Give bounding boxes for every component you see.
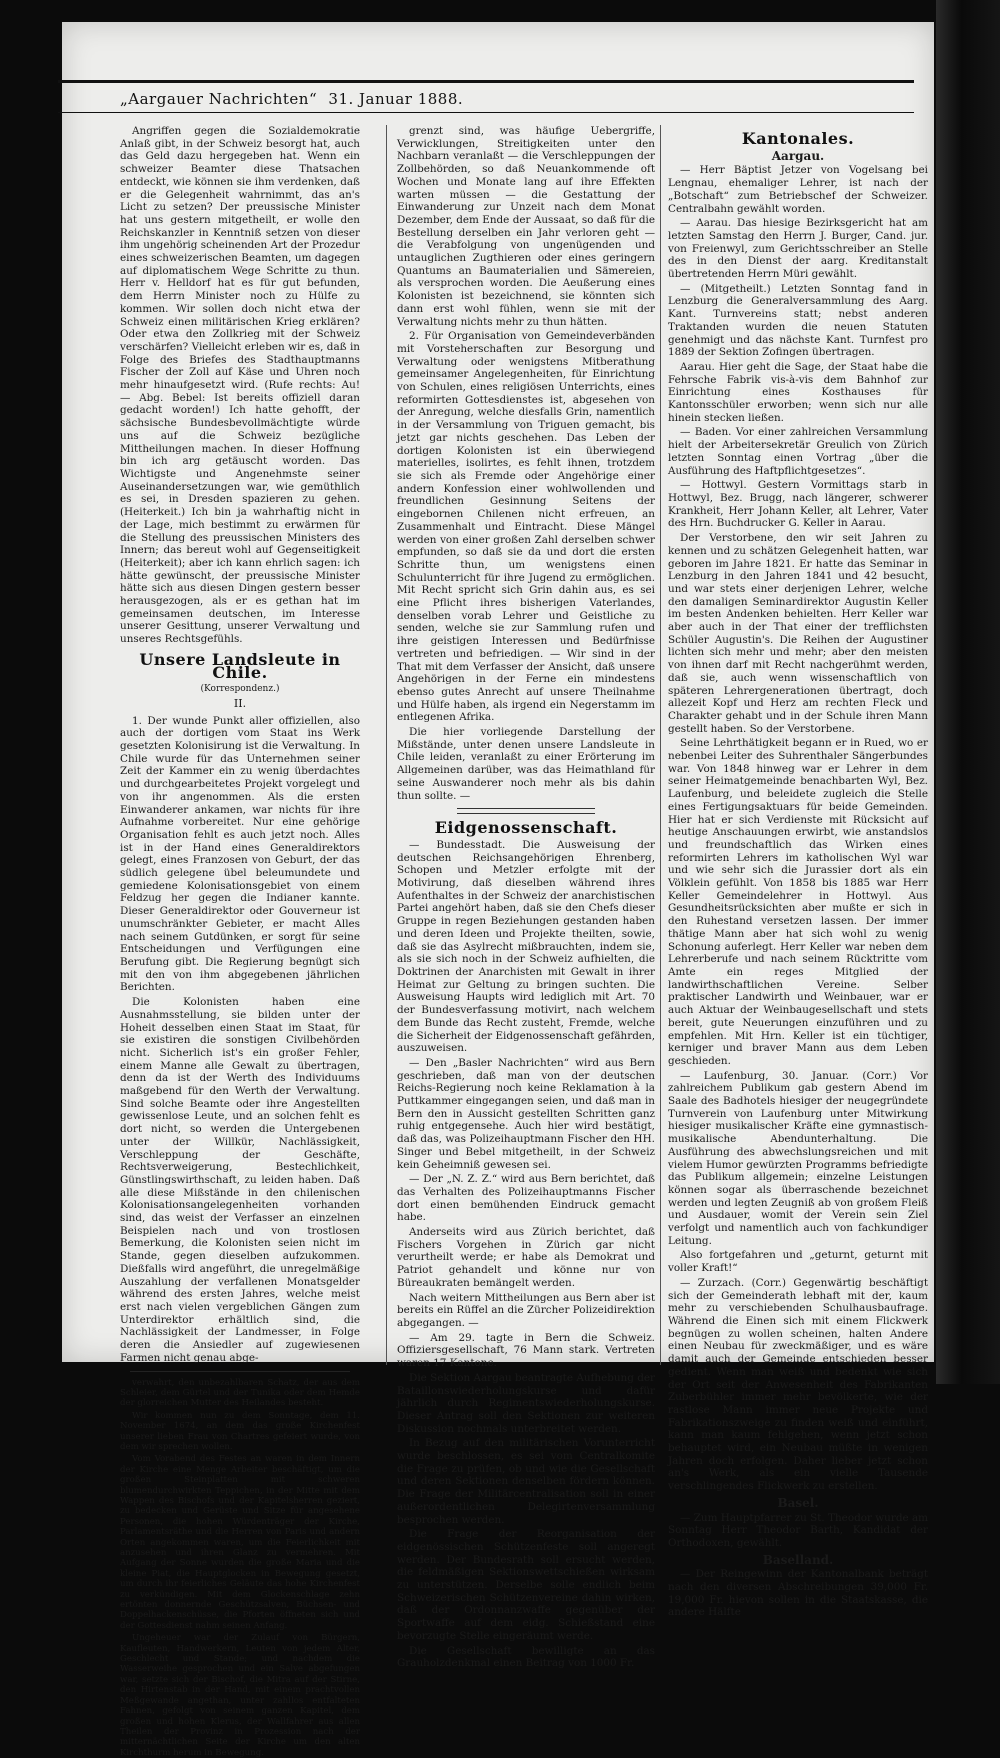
chile-article-continued xyxy=(397,125,655,802)
aargau-heading: Aargau. xyxy=(668,150,928,163)
paragraph: Die Gesellschaft bewilligte an das Grauholzdenkmal einen Beitrag von 1000 Fr. xyxy=(397,1645,655,1670)
basel-heading: Basel. xyxy=(668,1497,928,1510)
feuilleton-rule xyxy=(130,1371,350,1372)
paragraph: — Der „N. Z. Z.“ wird aus Bern berichtet, daß das Verhalten des Polizeihauptmanns Fischer dort einen bemühenden Eindruck gemacht habe. xyxy=(397,1173,655,1224)
paragraph: — (Mitgetheilt.) Letzten Sonntag fand in Lenzburg die Generalversammlung des Aarg. Kant. Turnvereins statt; nebst anderen Traktanden wurden die neuen Statuten genehmigt und das nächste Kant. Turnfest pro 1889 der Sektion Zofingen übertragen. xyxy=(668,283,928,359)
paragraph: — Laufenburg, 30. Januar. (Corr.) Vor zahlreichem Publikum gab gestern Abend im Saale des Badhotels hiesiger der neugegründete Turnverein von Laufenburg unter Mitwirkung hiesiger musikalischer Kräfte eine gymnastisch-musikalische Abendunterhaltung. Die Ausführung des abwechslungsreichen und mit vielem Humor gewürzten Programms befriedigte das Publikum allgemein; einzelne Leistungen können sogar als überraschende bezeichnet werden und legten Zeugniß ab von großem Fleiß und Ausdauer, womit der Verein sein Ziel verfolgt und namentlich auch von fachkundiger Leitung. xyxy=(668,1070,928,1248)
column-2 xyxy=(397,125,655,1365)
paragraph: — Baden. Vor einer zahlreichen Versammlung hielt der Arbeitersekretär Greulich von Zürich letzten Sonntag einen Vortrag „über die Ausführung des Haftpflichtgesetzes“. xyxy=(668,426,928,477)
column-3 xyxy=(668,125,928,1365)
chile-heading: Unsere Landsleute in Chile. xyxy=(120,654,360,679)
chile-part-number: II. xyxy=(120,698,360,711)
paragraph: Der Verstorbene, den wir seit Jahren zu kennen und zu schätzen Gelegenheit hatten, war geboren im Jahre 1821. Er hatte das Seminar in Lenzburg in den Jahren 1841 und 42 besucht, und war stets einer derjenigen Lehrer, welche den damaligen Seminardirektor Augustin Keller im besten Andenken behielten. Herr Keller war aber auch in der That einer der trefflichsten Schüler Augustin's. Die Reihen der Augustiner lichten sich mehr und mehr; aber den meisten von ihnen darf mit Recht nachgerühmt werden, daß sie, auch wenn wissenschaftlich von späteren Lehrergenerationen übertragt, doch allezeit Kopf und Herz am rechten Fleck und Charakter gehabt und in der Schule ihren Mann gestellt haben. So der Verstorbene. xyxy=(668,532,928,735)
book-spine xyxy=(936,0,1000,1384)
paragraph: — Hottwyl. Gestern Vormittags starb in Hottwyl, Bez. Brugg, nach längerer, schwerer Krankheit, Herr Johann Keller, alt Lehrer, Vater des Hrn. Buchdrucker G. Keller in Aarau. xyxy=(668,479,928,530)
eidgenossenschaft-article xyxy=(397,839,655,1670)
paragraph: Angriffen gegen die Sozialdemokratie Anlaß gibt, in der Schweiz besorgt hat, auch das Geld dazu hergegeben hat. Wenn ein schweizer Beamter diese Thatsachen entdeckt, wie können sie ihm verdenken, daß er die Gelegenheit wahrnimmt, das an's Licht zu setzen? Der preussische Minister hat uns gestern mitgetheilt, er wolle den Reichskanzler in Kenntniß setzen von dieser ihm ungehörig scheinenden Art der Prozedur eines schweizerischen Beamten, um dagegen auf diplomatischem Wege Schritte zu thun. Herr v. Helldorf hat es für gut befunden, dem Herrn Minister noch zu Hülfe zu kommen. Wir sollen doch nicht etwa der Schweiz einen militärischen Krieg erklären? Oder etwa den Zollkrieg mit der Schweiz verschärfen? Vielleicht erleben wir es, daß in Folge des Briefes des Stadthauptmanns Fischer der Zoll auf Käse und Uhren noch mehr hinaufgesetzt wird. (Rufe rechts: Au! — Abg. Bebel: Ist bereits offiziell daran gedacht worden!) Ich hatte gehofft, der sächsische Bundesbevollmächtigte würde uns auf die Schweiz bezügliche Mittheilungen machen. In dieser Hoffnung bin ich arg getäuscht worden. Das Wichtigste und Angenehmste seiner Auseinandersetzungen war, wie gemüthlich es sei, in Dresden spazieren zu gehen. (Heiterkeit.) Ich bin ja wahrhaftig nicht in der Lage, mich bestimmt zu erwärmen für die Stellung des preussischen Ministers des Innern; das bereut wohl auf Gegenseitigkeit (Heiterkeit); aber ich kann ehrlich sagen: ich hätte gewünscht, der preussische Minister hätte sich aus diesen Dingen gestern besser herausgezogen, als er es gethan hat im gemeinsamen deutschen, im Interesse unserer Gesittung, unserer Verwaltung und unseres Rechtsgefühls. xyxy=(120,125,360,646)
column-separator-1 xyxy=(386,125,387,1365)
paragraph: Seine Lehrthätigkeit begann er in Rued, wo er nebenbei Leiter des Suhrenthaler Sängerbundes war. Von 1848 hinweg war er Lehrer in dem seiner Heimatgemeinde benachbarten Wyl, Bez. Laufenburg, und beleidete zugleich die Stelle eines Fertigungsaktuars für beide Gemeinden. Hier hat er sich Verdienste mit Rücksicht auf heutige Anschauungen erwirbt, wie anstandslos und freundschaftlich das Wirken eines reformirten Lehrers im katholischen Wyl war und wie sehr sich die Jurassier dort als ein Völklein gefühlt. Von 1858 bis 1885 war Herr Keller Gemeindelehrer in Hottwyl. Aus Gesundheitsrücksichten aber mußte er sich in den Ruhestand versetzen lassen. Der immer thätige Mann aber hat sich wohl zu wenig Schonung auferlegt. Herr Keller war neben dem Lehrerberufe und nach seinem Rücktritte vom Amte ein reges Mitglied der landwirthschaftlichen Vereine. Selber praktischer Landwirth und Weinbauer, war er auch Aktuar der Weinbaugesellschaft und stets bereit, gute Neuerungen einzuführen und zu empfehlen. Mit Hrn. Keller ist ein tüchtiger, kerniger und braver Mann aus dem Leben geschieden. xyxy=(668,737,928,1067)
feuilleton-text xyxy=(120,1378,360,1758)
column-1 xyxy=(120,125,360,1365)
paragraph: — Bundesstadt. Die Ausweisung der deutschen Reichsangehörigen Ehrenberg, Schopen und Metzler erfolgte mit der Motivirung, daß dieselben während ihres Aufenthaltes in der Schweiz der anarchistischen Partei angehört haben, daß sie den Chefs dieser Gruppe in regen Beziehungen gestanden haben und deren Ideen und Projekte theilten, sowie, daß sie das Asylrecht mißbrauchten, indem sie, als sie sich noch in der Schweiz aufhielten, die Doktrinen der Anarchisten mit Gewalt in ihrer Heimat zur Geltung zu bringen suchten. Die Ausweisung Haupts wird lediglich mit Art. 70 der Bundesverfassung motivirt, nach welchem dem Bunde das Recht zusteht, Fremde, welche die Sicherheit der Eidgenossenschaft gefährden, auszuweisen. xyxy=(397,839,655,1055)
paragraph: — Aarau. Das hiesige Bezirksgericht hat am letzten Samstag den Herrn J. Burger, Cand. jur. von Freienwyl, zum Gerichtsschreiber an Stelle des in den Dienst der aarg. Kreditanstalt übertretenden Herrn Müri gewählt. xyxy=(668,217,928,281)
paragraph: Die Sektion Aargau beantragte Aufhebung der Bataillonswiederholungskurse und dafür jährlich durch Regimentswiederholungskurse. Dieser Antrag soll den Sektionen zur weiteren Diskussion nochmals unterbreitet werden. xyxy=(397,1372,655,1436)
paragraph: — Herr Bäptist Jetzer von Vogelsang bei Lengnau, ehemaliger Lehrer, ist nach der „Botschaft“ zum Betriebschef der Schweizer. Centralbahn gewählt worden. xyxy=(668,164,928,215)
paragraph: — Zurzach. (Corr.) Gegenwärtig beschäftigt sich der Gemeinderath lebhaft mit der, kaum mehr zu verschiebenden Schulhausbaufrage. Während die Einen sich mit einem Flickwerk begnügen zu wollen scheinen, halten Andere einen Neubau für zweckmäßiger, und es wäre damit auch der Gemeinde entschieden besser gedient. Wenn man weiß und bedenkt wie sich der Ort seit der Anwesenheit des Fabrikanten Zuberbühler immer mehr bevölkerte, wie der rastlose Mann immer neue Projekte und Fabrikationszweige zu finden weiß und einführt, kann man kaum fehlgehen, wenn jetzt schon behauptet wird, ein Neubau müßte in wenigen Jahren doch erfolgen. Daher lieber jetzt schon an's Werk, als ein vielle Tausende verschlingendes Flickwerk zu erstellen. xyxy=(668,1277,928,1493)
politics-article xyxy=(120,125,360,646)
paragraph: — Den „Basler Nachrichten“ wird aus Bern geschrieben, daß man von der deutschen Reichs-Regierung noch keine Reklamation à la Puttkammer eingegangen seien, und daß man in Bern den in Aussicht gestellten Schritten ganz ruhig entgegensehe. Auch hier wird bestätigt, daß das, was Polizeihauptmann Fischer den HH. Singer und Bebel mitgetheilt, in der Schweiz kein Geheimniß gewesen sei. xyxy=(397,1057,655,1171)
paragraph: Wir kommen nun zu dem Sonntage, dem 11. November 1674, an dem das große Kirchenfest unserer lieben Frau von Chartres gefeiert wurde, von dem wir sprechen wollen. xyxy=(120,1411,360,1453)
column-separator-2 xyxy=(660,125,661,1365)
baselland-news xyxy=(668,1568,928,1619)
basel-news xyxy=(668,1512,928,1550)
paragraph: Die Frage der Reorganisation der eidgenössischen Schützenfeste soll angeregt werden. Der Bundesrath soll ersucht werden, die feldmäßigen Sektionswettschießen wirksam zu unterstützen. Derselbe solle endlich beim Schweizerischen Schützenvereine dahin wirken, daß der Ordonnanzwaffe gegenüber der Sportwaffe auf dem eidg. Schießstand eine bevorzugte Stelle eingeräumt werde. xyxy=(397,1528,655,1642)
paragraph: 1. Der wunde Punkt aller offiziellen, also auch der dortigen vom Staat ins Werk gesetzten Kolonisirung ist die Verwaltung. In Chile wurde für das Unternehmen seiner Zeit der Kammer ein zu wenig überdachtes und durchgearbeitetes Projekt vorgelegt und von ihr angenommen. Als die ersten Einwanderer ankamen, war nichts für ihre Aufnahme vorbereitet. Nur eine gehörige Organisation fehlt es auch jetzt noch. Alles ist in der Hand eines Generaldirektors gelegt, eines Franzosen von Geburt, der das südlich gelegene übel beleumundete und gemiedene Kolonisationsgebiet von einem Feldzug her gegen die Indianer kannte. Dieser Generaldirektor oder Gouverneur ist unumschränkter Gebieter, er macht Alles nach seinem Gutdünken, er sorgt für seine Entscheidungen und Verfügungen eine Berufung gibt. Die Regierung begnügt sich mit den von ihm abgegebenen jährlichen Berichten. xyxy=(120,715,360,994)
paragraph: — Am 29. tagte in Bern die Schweiz. Offiziersgesellschaft, 76 Mann stark. Vertreten waren 17 Kantone. xyxy=(397,1332,655,1370)
eidgenossenschaft-heading: Eidgenossenschaft. xyxy=(397,822,655,835)
paragraph: Die Kolonisten haben eine Ausnahmsstellung, sie bilden unter der Hoheit desselben einen Staat im Staat, für sie existiren die sonstigen Civilbehörden nicht. Sicherlich ist's ein großer Fehler, einem Manne alle Gewalt zu übertragen, denn da ist der Werth des Individuums maßgebend für den Werth der Verwaltung. Sind solche Beamte oder ihre Angestellten gewissenlose Leute, und an solchen fehlt es dort nicht, so werden die Untergebenen unter der Willkür, Nachlässigkeit, Verschleppung der Geschäfte, Rechtsverweigerung, Bestechlichkeit, Günstlingswirthschaft, zu leiden haben. Daß alle diese Mißstände in den chilenischen Kolonisationsangelegenheiten vorhanden sind, das weist der Verfasser an einzelnen Beispielen nach und von trostlosen Bemerkung, die Kolonisten seien nicht im Stande, gegen dieselben aufzukommen. Dießfalls wird angeführt, die unregelmäßige Auszahlung der verfallenen Monatsgelder während des ersten Jahres, welche meist erst nach vielen vergeblichen Gängen zum Unterdirektor erhältlich sind, die Nachlässigkeit der Landmesser, in Folge deren die Ansiedler auf zugewiesenen Farmen nicht genau abge- xyxy=(120,996,360,1364)
header-rule-top xyxy=(58,80,914,83)
paragraph: In Bezug auf den militärischen Vorunterricht wurde beschlossen, es sei vom Centralkomite die Frage zu prüfen, ob und wie die Gesellschaft und deren Sektionen denselben fördern können. Die Frage der Militärcentralisation soll in einer außerordentlichen Delegirtenversammlung besprochen werden. xyxy=(397,1437,655,1526)
paper-name: „Aargauer Nachrichten“ xyxy=(120,90,317,108)
paragraph: grenzt sind, was häufige Uebergriffe, Verwicklungen, Streitigkeiten unter den Nachbarn veranlaßt — die Verschleppungen der Zollbehörden, so daß Neuankommende oft Wochen und Monate lang auf ihre Effekten warten müssen — die Gestattung der Einwanderung zur Unzeit nach dem Monat Dezember, dem Ende der Aussaat, so daß für die Bestellung derselben ein Jahr verloren geht — die Verabfolgung von ungenügenden und untauglichen Zugthieren oder eines geringern Quantums an Baumaterialien und Sämereien, als versprochen worden. Die Aeußerung eines Kolonisten ist bezeichnend, sie könnten sich dann erst wohl fühlen, wenn sie mit der Verwaltung nichts mehr zu thun hätten. xyxy=(397,125,655,328)
paragraph: Vom Vorabend des Festes an waren in dem Innern der Kirche eine Menge Arbeiter beschäftigt, um die großen Steinplatten mit schweren blumendurchwirkten Teppichen, in der Mitte mit dem Wappen des Bischofs und der Kapitelsherren geziert, zu bedecken und Gerüste und Sitze für angesehene Personen, die hohen Würdenträger der Kirche, Parlamentsräthe und die Herren von Paris und andern Orten angekommen waren, um die Feierlichkeit mit anzusehen und ihren Glanz zu vermehren. Mit Aufgang der Sonne wurden die große Maria und die kleine Piat, die Hauptglocken in Bewegung gesetzt, um durch ihr feierliches Geläute das hohe Kirchenfest zu verkündigen. Mit dem Glockenschlage zehn ertönten donnernde Geschützsalven, Büchsen- und Doppelhackenschüsse, die Pforten öffneten sich und der Gottesdienst nahm seinen Anfang. xyxy=(120,1454,360,1631)
paragraph: — Zum Hauptpfarrer zu St. Theodor wurde am Sonntag Herr Theodor Barth, Kandidat der Orthodoxen, gewählt. xyxy=(668,1512,928,1550)
paragraph: Anderseits wird aus Zürich berichtet, daß Fischers Vorgehen in Zürich gar nicht verurtheilt werde; er habe als Demokrat und Patriot gehandelt und könne nur von Büreaukraten bemängelt werden. xyxy=(397,1226,655,1290)
paragraph: 2. Für Organisation von Gemeindeverbänden mit Vorsteherschaften zur Besorgung und Verwaltung oder wenigstens Mitberathung gemeinsamer Angelegenheiten, für Einrichtung von Schulen, eines religiösen Unterrichts, eines reformirten Gottesdienstes ist, abgesehen von der Anregung, welche diesfalls Grin, namentlich in der Versammlung von Triguen gemacht, bis jetzt gar nichts geschehen. Das Leben der dortigen Kolonisten ist ein überwiegend materielles, isolirtes, es fehlt ihnen, trotzdem sie sich als Fremde oder Angehörige einer andern Konfession einer wohlwollenden und freundlichen Gesinnung Seitens der eingebornen Chilenen nicht erfreuen, an Zusammenhalt und Eintracht. Diese Mängel werden von einer großen Zahl derselben schwer empfunden, so daß sie da und dort die ersten Schritte thun, um wenigstens einen Schulunterricht für ihre Jugend zu ermöglichen. Mit Recht spricht sich Grin dahin aus, es sei eine Pflicht ihres bisherigen Vaterlandes, denselben vorab Lehrer und Geistliche zu senden, welche sie zur Sammlung rufen und ihre geistigen Interessen und Bedürfnisse vertreten und befriedigen. — Wir sind in der That mit dem Verfasser der Ansicht, daß unsere Angehörigen in der Ferne ein mindestens ebenso gutes Anrecht auf unsere Theilnahme und Hülfe haben, als irgend ein Negerstamm im entlegenen Afrika. xyxy=(397,330,655,724)
paragraph: verwahrt, den unbezahlbaren Schatz, der aus dem Schleier, dem Gürtel und der Tunika oder dem Hemde der glorreichen Mutter des Heilandes besteht. xyxy=(120,1378,360,1409)
paragraph: — Der Reingewinn der Kantonalbank beträgt nach den diversen Abschreibungen 39,000 Fr. 19,000 Fr. hievon sollen in die Staatskasse, die andere Hälfte xyxy=(668,1568,928,1619)
section-ornament xyxy=(457,808,595,814)
chile-article xyxy=(120,715,360,1365)
kantonales-heading: Kantonales. xyxy=(668,133,928,146)
baselland-heading: Baselland. xyxy=(668,1554,928,1567)
paragraph: Aarau. Hier geht die Sage, der Staat habe die Fehrsche Fabrik vis-à-vis dem Bahnhof zur Einrichtung eines Kosthauses für Kantonsschüler erworben; wenn sich nur alle hinein stecken ließen. xyxy=(668,361,928,425)
issue-date: 31. Januar 1888. xyxy=(328,90,463,108)
paragraph: Nach weitern Mittheilungen aus Bern aber ist bereits ein Rüffel an die Zürcher Polizeidirektion abgegangen. — xyxy=(397,1292,655,1330)
header-rule-bottom xyxy=(58,112,914,113)
masthead xyxy=(120,90,680,108)
aargau-news xyxy=(668,164,928,1492)
paragraph: Die hier vorliegende Darstellung der Mißstände, unter denen unsere Landsleute in Chile leiden, veranlaßt zu einer Erörterung im Allgemeinen darüber, was das Heimathland für seine Auswanderer noch mehr als bis dahin thun sollte. — xyxy=(397,726,655,802)
paragraph: Ungeheuer war der Zulauf von Bürgern, Kaufleuten, Handwerkern, Leuten von jedem Alter, Geschlecht und Stande; und nachdem die Wasserweihe gesprochen und ein Salve abgefungen war, setzte sich der Bischof, die Mitra auf der Stirne, den Hirtenstab in der Hand, mit einem prachtvollen Meßgewande angethan, unter zahllos entfalteten Fahnen, gefolgt von seinem ganzen Kapitel, dem großen und hohen Klerus, der Wallfahrer aus allen Theilen der Provinz in Prozession nach der mitternächtlichen Seite der Kirche um den alten Kirchthurm herum in Bewegung. xyxy=(120,1633,360,1758)
paragraph: Also fortgefahren und „geturnt, geturnt mit voller Kraft!“ xyxy=(668,1249,928,1274)
chile-subheading: (Korrespondenz.) xyxy=(120,683,360,696)
